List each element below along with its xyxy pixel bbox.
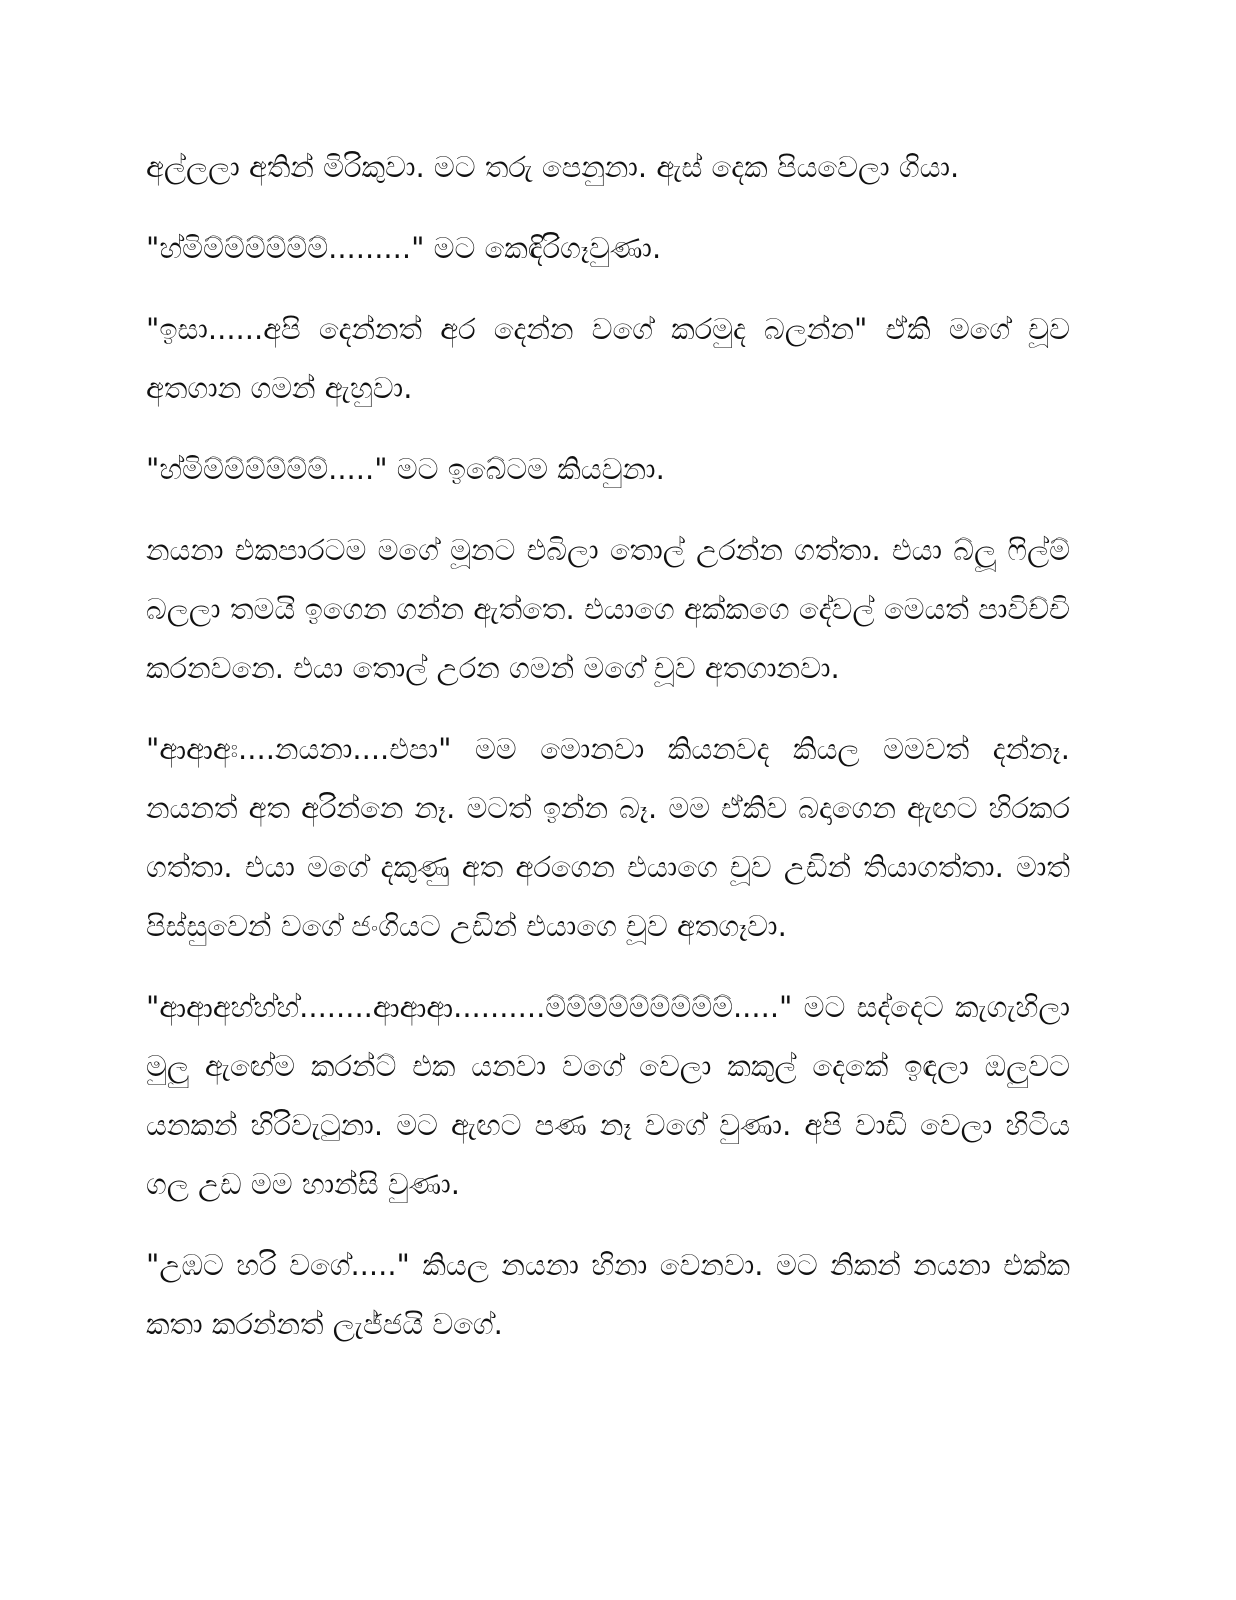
paragraph: "ඉසා......අපි දෙන්නත් අර දෙන්න වගේ කරමුද බලන්න" ඒකි මගේ චූව අතගාන ගමන් ඇහුවා. bbox=[146, 312, 1070, 405]
paragraph: "ආආඅහ්හ්හ්........ආආආ..........ම්ම්ම්ම්ම්ම්ම්ම්ම්....." මට සද්දෙට කැගැහිලා මුලු ඇඟේම කරන්ට් එක යනවා වගේ වෙලා කකුල් දෙකේ ඉඳලා ඔලුවට යනකන් හිරිවැටුනා. මට ඇඟට පණ නෑ වගේ වුණා. අපි වාඩි වෙලා හිටිය ගල උඩ මම හාන්සි වුණා. bbox=[146, 990, 1070, 1201]
paragraph: නයනා එකපාරටම මගේ මූනට එබිලා තොල් උරන්න ගත්තා. එයා බ්ලූ ෆිල්ම් බලලා තමයි ඉගෙන ගන්න ඇත්තෙ. එයාගෙ අක්කගෙ දේවල් මෙයත් පාවිච්චි කරනවනෙ. එයා තොල් උරන ගමන් මගේ චූව අතගානවා. bbox=[146, 533, 1070, 685]
paragraph: "ආආඅඃ....නයනා....එපා" මම මොනවා කියනවද කියල මමවත් දන්නෑ. නයනත් අත අරින්නෙ නෑ. මටත් ඉන්න බෑ. මම ඒකිව බදාගෙන ඇඟට හිරකර ගත්තා. එයා මගේ දකුණු අත අරගෙන එයාගෙ චූව උඩින් තියාගත්තා. මාත් පිස්සුවෙන් වගේ ජංගියට උඩින් එයාගෙ චූව අතගෑවා. bbox=[146, 732, 1070, 943]
paragraph: අල්ලලා අතින් මිරිකුවා. මට තරු පෙනුනා. ඇස් දෙක පියවෙලා ගියා. bbox=[146, 150, 960, 184]
paragraph: "හ්මිම්ම්ම්ම්ම්ම්........." මට කෙඳිරිගෑවුණා. bbox=[146, 231, 662, 265]
paragraph: "හ්මිම්ම්ම්ම්ම්ම්....." මට ඉබේටම කියවුනා. bbox=[146, 452, 665, 486]
document-body bbox=[146, 138, 1070, 1376]
paragraph: "උඹට හරි වගේ....." කියල නයනා හිනා වෙනවා. මට නිකන් නයනා එක්ක කතා කරන්නත් ලැජ්ජයි වගේ. bbox=[146, 1248, 1070, 1341]
